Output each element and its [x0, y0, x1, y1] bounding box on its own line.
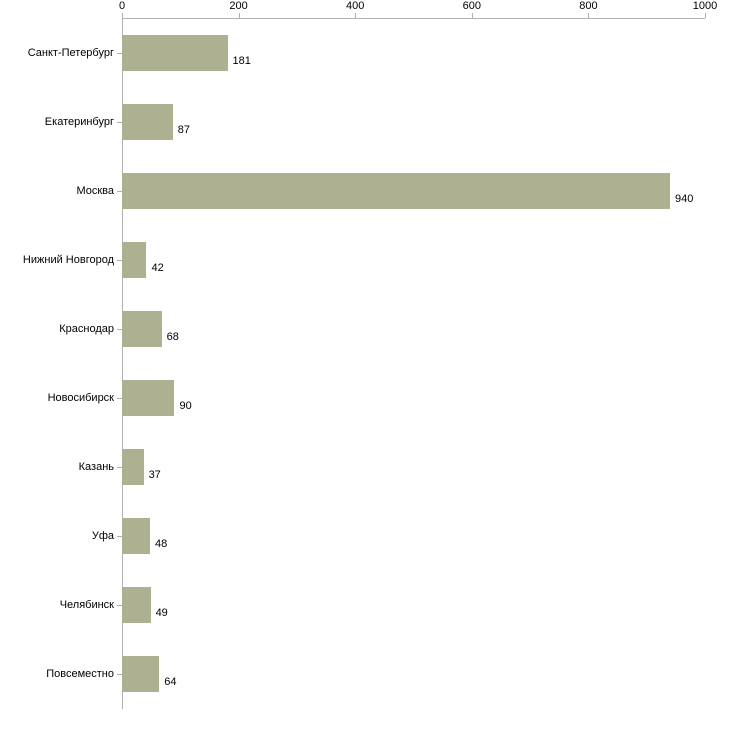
x-tick-mark — [588, 13, 589, 18]
bar-value-label: 90 — [179, 400, 192, 413]
bar-value-label: 49 — [155, 607, 168, 620]
x-tick-label: 1000 — [692, 0, 718, 12]
category-label: Краснодар — [59, 322, 114, 335]
bar-value-label: 181 — [232, 54, 251, 67]
bar — [122, 311, 162, 347]
category-label: Повсеместно — [46, 668, 114, 681]
bar — [122, 380, 174, 416]
bar — [122, 449, 144, 485]
x-tick-label: 0 — [118, 0, 126, 12]
x-axis-line — [122, 18, 705, 19]
bar — [122, 656, 159, 692]
x-tick-mark — [355, 13, 356, 18]
category-label: Казань — [78, 461, 114, 474]
category-label: Екатеринбург — [44, 115, 114, 128]
bar — [122, 242, 146, 278]
category-label: Уфа — [91, 530, 114, 543]
bar-value-label: 940 — [675, 192, 694, 205]
x-tick-label: 600 — [462, 0, 481, 12]
x-tick-label: 800 — [579, 0, 598, 12]
bar — [122, 35, 228, 71]
x-tick-mark — [705, 13, 706, 18]
bar — [122, 173, 670, 209]
x-tick-label: 200 — [229, 0, 248, 12]
x-tick-mark — [472, 13, 473, 18]
bar-value-label: 37 — [148, 469, 161, 482]
x-tick-label: 400 — [346, 0, 365, 12]
bar — [122, 587, 151, 623]
bar-value-label: 42 — [151, 261, 164, 274]
bar-value-label: 68 — [166, 330, 179, 343]
category-label: Новосибирск — [47, 392, 114, 405]
category-label: Санкт-Петербург — [27, 46, 114, 59]
bar — [122, 104, 173, 140]
bar — [122, 518, 150, 554]
x-tick-mark — [239, 13, 240, 18]
bar-value-label: 64 — [164, 676, 177, 689]
category-label: Нижний Новгород — [22, 253, 114, 266]
bar-value-label: 87 — [177, 123, 190, 136]
x-tick-mark — [122, 13, 123, 18]
category-label: Челябинск — [59, 599, 114, 612]
category-label: Москва — [76, 184, 114, 197]
bar-value-label: 48 — [154, 538, 168, 551]
